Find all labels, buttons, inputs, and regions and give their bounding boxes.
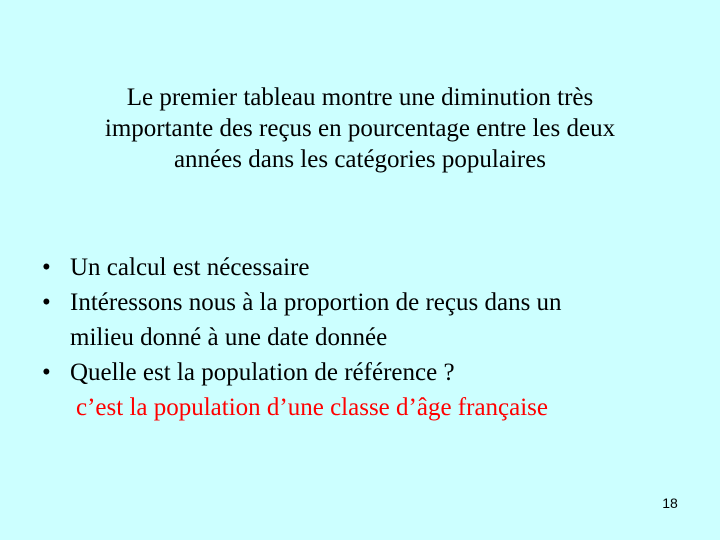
slide-heading bbox=[40, 82, 680, 175]
heading-line: années dans les catégories populaires bbox=[173, 146, 547, 173]
heading-line: importante des reçus en pourcentage entre les deux bbox=[104, 115, 616, 142]
bullet-line: milieu donné à une date donnée bbox=[70, 324, 388, 351]
bullet-dot-icon: • bbox=[42, 359, 51, 386]
bullet-text bbox=[70, 355, 680, 390]
bullet-item bbox=[40, 250, 680, 285]
bullet-text bbox=[70, 285, 680, 355]
bullet-line: Un calcul est nécessaire bbox=[70, 254, 310, 281]
bullet-item bbox=[40, 355, 680, 390]
page-number: 18 bbox=[662, 495, 678, 511]
bullet-text bbox=[70, 250, 680, 285]
bullet-list bbox=[40, 250, 680, 425]
heading-line: Le premier tableau montre une diminution très bbox=[126, 84, 594, 111]
bullet-dot-icon: • bbox=[42, 254, 51, 281]
bullet-dot-icon: • bbox=[42, 289, 51, 316]
bullet-line: Quelle est la population de référence ? bbox=[70, 359, 455, 386]
answer-line: c’est la population d’une classe d’âge française bbox=[76, 394, 549, 421]
bullet-line: Intéressons nous à la proportion de reçus dans un bbox=[70, 289, 562, 316]
bullet-item bbox=[40, 285, 680, 355]
